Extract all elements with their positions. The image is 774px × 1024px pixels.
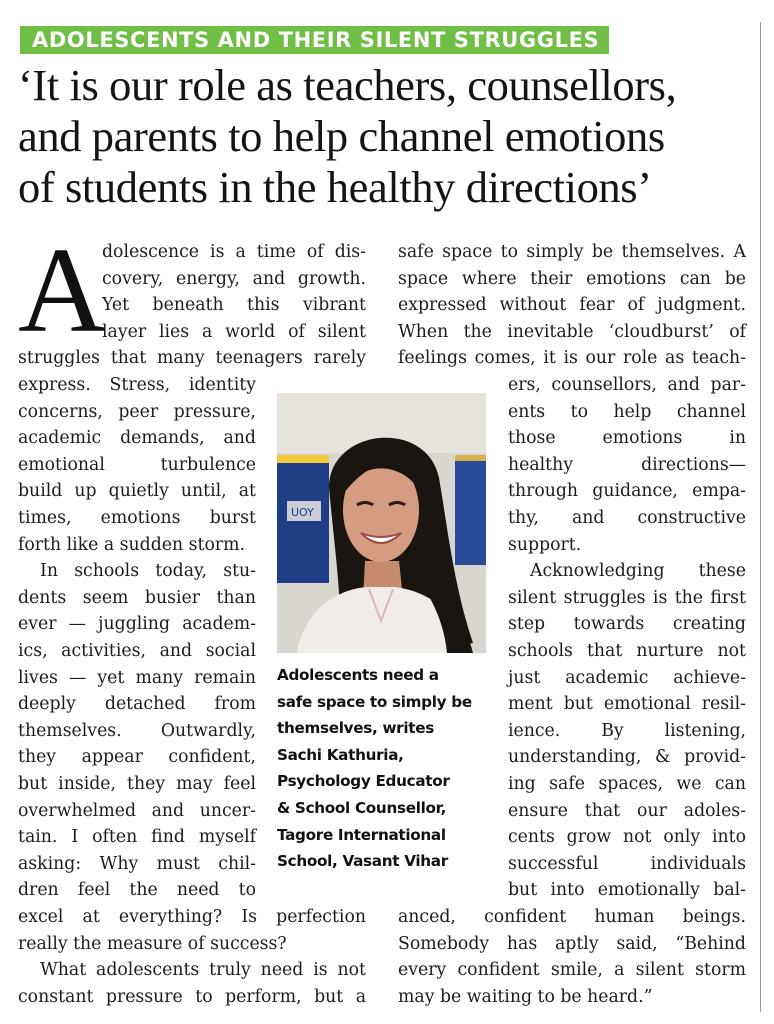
text-line: schools that nurture not (508, 640, 746, 661)
text-line: successful individuals (508, 853, 746, 874)
text-line: ever — juggling academ- (18, 614, 256, 635)
text-line: feelings comes, it is our role as teach- (398, 348, 746, 369)
text-line: tain. I often find myself (18, 827, 256, 848)
col1-narrow (18, 372, 256, 904)
text-line: ers, counsellors, and par- (508, 375, 746, 395)
text-line: dolescence is a time of dis- (102, 242, 366, 262)
text-line: emotional turbulence (18, 454, 256, 475)
caption-line: School, Vasant Vihar (277, 852, 448, 871)
text-line: understanding, & provid- (508, 747, 746, 768)
text-line: may be waiting to be heard.” (398, 986, 653, 1007)
caption-line: safe space to simply be (277, 692, 472, 711)
text-line: times, emotions burst (18, 507, 256, 528)
column-rule (760, 22, 761, 1012)
text-line: healthy directions— (508, 454, 746, 475)
photo-caption (277, 662, 492, 875)
headline (18, 60, 758, 213)
col2-top (398, 239, 746, 372)
text-line: step towards creating (508, 614, 746, 635)
section-kicker: ADOLESCENTS AND THEIR SILENT STRUGGLES (20, 26, 609, 54)
text-line: excel at everything? Is perfection (18, 907, 366, 927)
text-line: dents seem busier than (18, 587, 256, 608)
drop-cap: A (18, 223, 107, 358)
caption-line: Adolescents need a (277, 666, 439, 684)
caption-line: Sachi Kathuria, (277, 745, 404, 764)
text-line: struggles that many teenagers rarely (18, 348, 366, 368)
text-line: just academic achieve- (508, 667, 746, 688)
caption-line: themselves, writes (277, 719, 434, 738)
text-line: but inside, they may feel (18, 773, 256, 794)
text-line: covery, energy, and growth. (102, 268, 366, 289)
text-line: express. Stress, identity (18, 375, 256, 395)
headline-line: of students in the healthy directions’ (18, 162, 652, 212)
text-line: constant pressure to perform, but a (18, 986, 366, 1007)
text-line: they appear confident, (18, 747, 256, 768)
text-line: really the measure of success? (18, 933, 287, 954)
text-line: support. (508, 534, 582, 555)
text-line: those emotions in (508, 428, 746, 449)
text-line: thy, and constructive (508, 507, 746, 528)
headline-line: and parents to help channel emotions (18, 111, 665, 161)
text-line: asking: Why must chil- (18, 853, 256, 874)
text-line: Somebody has aptly said, “Behind (398, 933, 746, 954)
col2-narrow (508, 372, 746, 904)
text-line: layer lies a world of silent (102, 321, 366, 342)
text-line: ents to help channel (508, 401, 746, 422)
text-line: anced, confident human beings. (398, 907, 746, 927)
portrait-photo-icon (277, 393, 486, 653)
text-line: What adolescents truly need is not (40, 960, 366, 981)
text-line: build up quietly until, at (18, 481, 256, 502)
text-line: When the inevitable ‘cloudburst’ of (398, 321, 746, 342)
text-line: Yet beneath this vibrant (102, 295, 366, 316)
text-line: expressed without fear of judgment. (398, 295, 746, 316)
caption-line: & School Counsellor, (277, 798, 447, 817)
text-line: themselves. Outwardly, (18, 720, 256, 741)
col1-bottom (18, 904, 366, 1010)
text-line: ment but emotional resil- (508, 694, 746, 715)
text-line: forth like a sudden storm. (18, 534, 246, 555)
text-line: Acknowledging these (530, 561, 746, 582)
text-line: academic demands, and (18, 428, 256, 449)
author-photo (277, 393, 486, 653)
text-line: every confident smile, a silent storm (398, 960, 746, 981)
text-line: overwhelmed and uncer- (18, 800, 256, 821)
col2-bottom (398, 904, 746, 1010)
text-line: dren feel the need to (18, 880, 256, 901)
col1-full (18, 345, 366, 372)
svg-text:UOY: UOY (291, 506, 314, 519)
text-line: space where their emotions can be (398, 268, 746, 289)
lead-paragraph (102, 239, 366, 345)
text-line: ics, activities, and social (18, 640, 256, 661)
text-line: deeply detached from (18, 694, 256, 715)
text-line: but into emotionally bal- (508, 880, 746, 901)
text-line: through guidance, empa- (508, 481, 746, 502)
caption-line: Psychology Educator (277, 772, 450, 791)
text-line: ensure that our adoles- (508, 800, 746, 821)
text-line: silent struggles is the first (508, 587, 746, 608)
text-line: lives — yet many remain (18, 667, 256, 688)
text-line: In schools today, stu- (40, 561, 256, 582)
text-line: ience. By listening, (508, 720, 746, 741)
text-line: ing safe spaces, we can (508, 773, 746, 794)
text-line: safe space to simply be themselves. A (398, 242, 746, 262)
text-line: cents grow not only into (508, 827, 746, 848)
headline-line: ‘It is our role as teachers, counsellors, (18, 60, 677, 110)
caption-line: Tagore International (277, 825, 446, 844)
text-line: concerns, peer pressure, (18, 401, 256, 422)
